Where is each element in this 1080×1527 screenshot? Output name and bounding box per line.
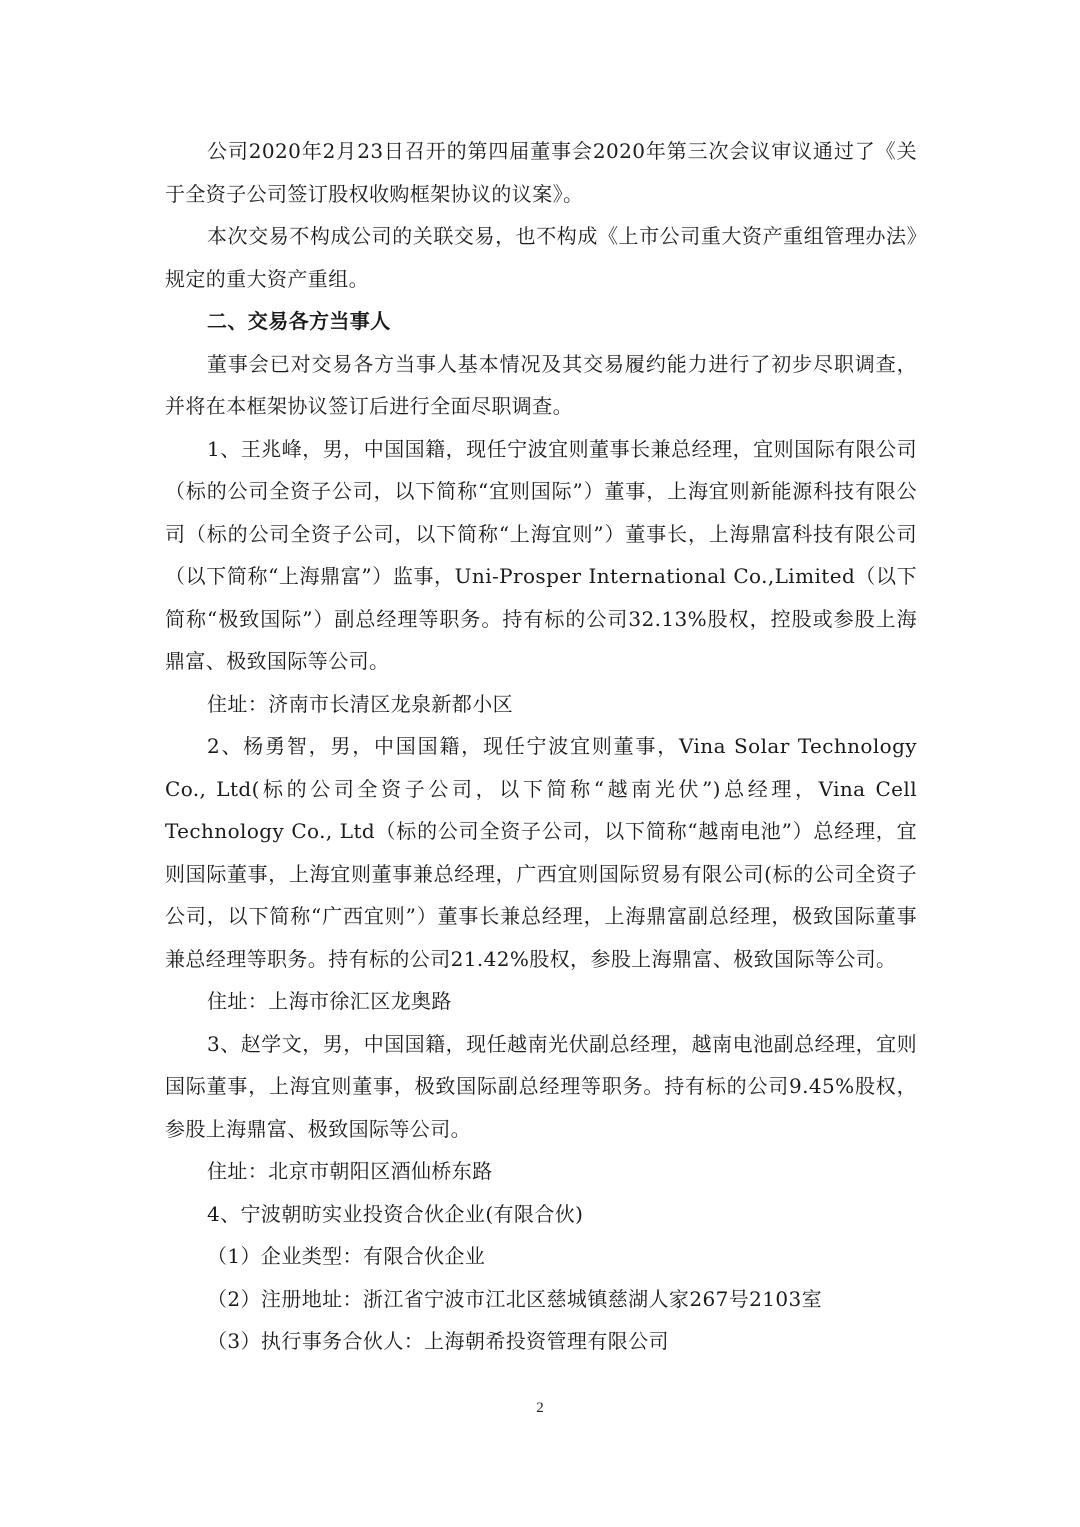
section-heading-parties: 二、交易各方当事人 xyxy=(207,309,391,333)
paragraph-party-1: 1、王兆峰，男，中国国籍，现任宁波宜则董事长兼总经理，宜则国际有限公司（标的公司全资子公司，以下简称“宜则国际”）董事，上海宜则新能源科技有限公司（标的公司全资子公司，以下简称“上海宜则”）董事长，上海鼎富科技有限公司（以下简称“上海鼎富”）监事，Uni-Prosper International Co.,Limited（以下简称“极致国际”）副总经理等职务。持有标的公司32.13%股权，控股或参股上海鼎富、极致国际等公司。 xyxy=(165,436,917,673)
address-party-3: 住址：北京市朝阳区酒仙桥东路 xyxy=(207,1159,493,1183)
address-party-2: 住址：上海市徐汇区龙奥路 xyxy=(207,989,452,1013)
document-body xyxy=(165,130,917,1363)
party-4-registered-address: （2）注册地址：浙江省宁波市江北区慈城镇慈湖人家267号2103室 xyxy=(207,1286,822,1311)
paragraph-party-3: 3、赵学文，男，中国国籍，现任越南光伏副总经理，越南电池副总经理，宜则国际董事，上海宜则董事，极致国际副总经理等职务。持有标的公司9.45%股权，参股上海鼎富、极致国际等公司。 xyxy=(165,1031,917,1141)
paragraph-due-diligence: 董事会已对交易各方当事人基本情况及其交易履约能力进行了初步尽职调查，并将在本框架协议签订后进行全面尽职调查。 xyxy=(165,351,917,418)
paragraph-party-2: 2、杨勇智，男，中国国籍，现任宁波宜则董事，Vina Solar Technology Co., Ltd(标的公司全资子公司，以下简称“越南光伏”)总经理，Vina Cell Technology Co., Ltd（标的公司全资子公司，以下简称“越南电池”）总经理，宜则国际董事，上海宜则董事兼总经理，广西宜则国际贸易有限公司(标的公司全资子公司，以下简称“广西宜则”）董事长兼总经理，上海鼎富副总经理，极致国际董事兼总经理等职务。持有标的公司21.42%股权，参股上海鼎富、极致国际等公司。 xyxy=(165,734,917,971)
party-4-managing-partner: （3）执行事务合伙人：上海朝希投资管理有限公司 xyxy=(207,1329,669,1353)
paragraph-not-related-transaction: 本次交易不构成公司的关联交易，也不构成《上市公司重大资产重组管理办法》规定的重大资产重组。 xyxy=(165,224,917,291)
page-number: 2 xyxy=(536,1400,544,1416)
party-4-enterprise-type: （1）企业类型：有限合伙企业 xyxy=(207,1244,486,1268)
address-party-1: 住址：济南市长清区龙泉新都小区 xyxy=(207,691,513,716)
paragraph-party-4: 4、宁波朝昉实业投资合伙企业(有限合伙) xyxy=(207,1201,584,1226)
paragraph-board-resolution: 公司2020年2月23日召开的第四届董事会2020年第三次会议审议通过了《关于全资子公司签订股权收购框架协议的议案》。 xyxy=(165,139,917,206)
